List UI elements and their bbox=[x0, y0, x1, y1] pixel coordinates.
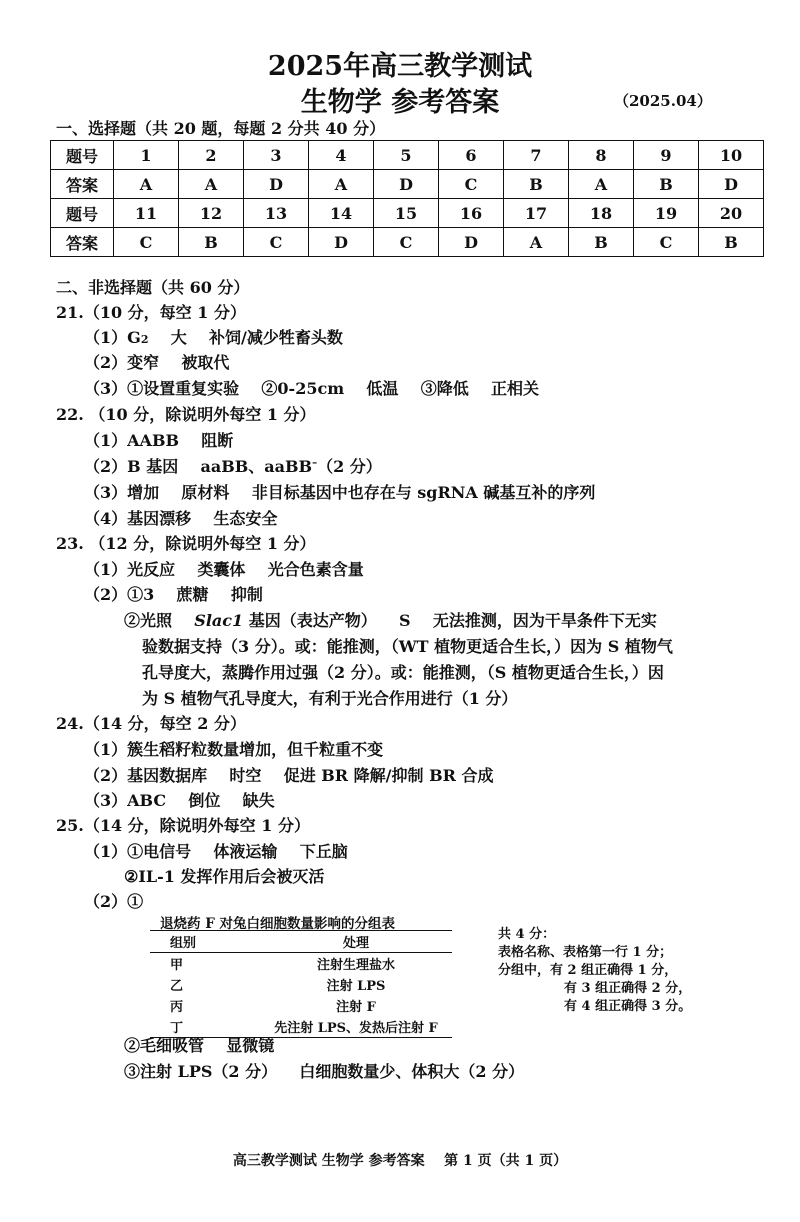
q22-line2-sup: – bbox=[312, 457, 318, 469]
q23-line3-post: 基因（表达产物） S 无法推测，因为干旱条件下无实 bbox=[243, 611, 657, 630]
answer-cell: B bbox=[504, 170, 569, 199]
scoring-note-line: 共 4 分： bbox=[498, 927, 556, 942]
answer-cell: A bbox=[114, 170, 179, 199]
group-table bbox=[150, 930, 452, 1038]
answer-cell: D bbox=[244, 170, 309, 199]
q23-line4: 验数据支持（3 分）。或：能推测，（WT 植物更适合生长，）因为 S 植物气 bbox=[142, 637, 673, 656]
row-label: 答案 bbox=[51, 170, 114, 199]
q21-line1-sub: 2 bbox=[140, 333, 149, 346]
page-subtitle: 生物学 参考答案 bbox=[300, 87, 500, 118]
answer-cell: A bbox=[504, 228, 569, 257]
question-number: 14 bbox=[309, 199, 374, 228]
q23-line2: （2）①3 蔗糖 抑制 bbox=[84, 585, 263, 604]
q25-line5: ③注射 LPS（2 分） 白细胞数量少、体积大（2 分） bbox=[124, 1062, 525, 1081]
q25-line4: ②毛细吸管 显微镜 bbox=[124, 1036, 275, 1055]
col-group-header: 组别 bbox=[150, 931, 260, 953]
treat-cell: 注射 LPS bbox=[326, 979, 386, 994]
answer-cell: A bbox=[309, 170, 374, 199]
question-number: 19 bbox=[634, 199, 699, 228]
table-row bbox=[150, 995, 452, 1016]
answer-cell: B bbox=[179, 228, 244, 257]
treat-cell: 先注射 LPS、发热后注射 F bbox=[260, 1016, 452, 1038]
table-row bbox=[150, 953, 452, 975]
answer-cell: A bbox=[179, 170, 244, 199]
row-label: 答案 bbox=[51, 228, 114, 257]
scoring-note-line: 有 4 组正确得 3 分。 bbox=[564, 999, 692, 1014]
page-footer: 高三教学测试 生物学 参考答案 第 1 页（共 1 页） bbox=[232, 1153, 568, 1169]
question-number: 1 bbox=[114, 141, 179, 170]
answer-cell: B bbox=[634, 170, 699, 199]
q25-line1: （1）①电信号 体液运输 下丘脑 bbox=[84, 842, 348, 861]
q24-heading: 24.（14 分，每空 2 分） bbox=[56, 714, 246, 733]
q22-line3: （3）增加 原材料 非目标基因中也存在与 sgRNA 碱基互补的序列 bbox=[84, 483, 596, 502]
q21-line2: （2）变窄 被取代 bbox=[84, 353, 230, 372]
table-row bbox=[51, 199, 764, 228]
question-number: 9 bbox=[634, 141, 699, 170]
treat-cell: 注射 F bbox=[336, 1000, 376, 1015]
answer-cell: D bbox=[309, 228, 374, 257]
q22-line2 bbox=[84, 454, 382, 477]
exam-date: （2025.04） bbox=[614, 92, 712, 110]
answer-cell: D bbox=[699, 170, 764, 199]
question-number: 10 bbox=[699, 141, 764, 170]
q23-gene-name: Slac1 bbox=[194, 611, 244, 630]
scoring-note bbox=[498, 926, 691, 1016]
q22-heading: 22. （10 分，除说明外每空 1 分） bbox=[56, 405, 316, 424]
page-title: 2025年高三教学测试 bbox=[267, 51, 533, 82]
q23-line3-pre: ②光照 bbox=[124, 611, 195, 630]
question-number: 16 bbox=[439, 199, 504, 228]
answer-cell: A bbox=[569, 170, 634, 199]
q21-line3: （3）①设置重复实验 ②0-25cm 低温 ③降低 正相关 bbox=[84, 379, 539, 398]
group-cell: 乙 bbox=[170, 979, 184, 994]
q25-line3: （2）① bbox=[84, 892, 144, 911]
row-label: 题号 bbox=[51, 141, 114, 170]
table-row bbox=[51, 141, 764, 170]
answer-cell: C bbox=[634, 228, 699, 257]
q21-line1-post: 大 补饲/减少牲畜头数 bbox=[148, 328, 343, 347]
q23-line3 bbox=[124, 608, 657, 631]
q23-line5: 孔导度大，蒸腾作用过强（2 分）。或：能推测，（S 植物更适合生长，）因 bbox=[142, 663, 664, 682]
question-number: 18 bbox=[569, 199, 634, 228]
q21-line1-pre: （1）G bbox=[84, 328, 141, 347]
table-header-row bbox=[150, 931, 452, 953]
q24-line3: （3）ABC 倒位 缺失 bbox=[84, 791, 275, 810]
scoring-note-line: 有 3 组正确得 2 分， bbox=[564, 981, 692, 996]
scoring-note-line: 表格名称、表格第一行 1 分； bbox=[498, 945, 673, 960]
q21-heading: 21.（10 分，每空 1 分） bbox=[56, 303, 246, 322]
treat-cell: 注射生理盐水 bbox=[316, 958, 395, 973]
question-number: 6 bbox=[439, 141, 504, 170]
question-number: 8 bbox=[569, 141, 634, 170]
table-row bbox=[51, 228, 764, 257]
question-number: 2 bbox=[179, 141, 244, 170]
answer-cell: B bbox=[699, 228, 764, 257]
q24-line1: （1）簇生稻籽粒数量增加，但千粒重不变 bbox=[84, 740, 384, 759]
question-number: 13 bbox=[244, 199, 309, 228]
question-number: 12 bbox=[179, 199, 244, 228]
answer-cell: C bbox=[374, 228, 439, 257]
group-cell: 甲 bbox=[170, 958, 184, 973]
group-cell: 丁 bbox=[150, 1016, 260, 1038]
col-treat-header: 处理 bbox=[260, 931, 452, 953]
q23-heading: 23. （12 分，除说明外每空 1 分） bbox=[56, 534, 316, 553]
q24-line2: （2）基因数据库 时空 促进 BR 降解/抑制 BR 合成 bbox=[84, 766, 494, 785]
question-number: 20 bbox=[699, 199, 764, 228]
question-number: 15 bbox=[374, 199, 439, 228]
q23-line6: 为 S 植物气孔导度大，有利于光合作用进行（1 分） bbox=[142, 689, 518, 708]
group-table-title: 退烧药 F 对兔白细胞数量影响的分组表 bbox=[160, 916, 395, 932]
question-number: 3 bbox=[244, 141, 309, 170]
q25-heading: 25.（14 分，除说明外每空 1 分） bbox=[56, 816, 310, 835]
question-number: 17 bbox=[504, 199, 569, 228]
q22-line1: （1）AABB 阻断 bbox=[84, 431, 234, 450]
scoring-note-line: 分组中，有 2 组正确得 1 分， bbox=[498, 963, 678, 978]
answer-cell: C bbox=[439, 170, 504, 199]
question-number: 4 bbox=[309, 141, 374, 170]
q22-line4: （4）基因漂移 生态安全 bbox=[84, 509, 278, 528]
section2-heading: 二、非选择题（共 60 分） bbox=[56, 278, 250, 297]
group-cell: 丙 bbox=[170, 1000, 184, 1015]
answer-table bbox=[50, 140, 764, 257]
table-row bbox=[150, 974, 452, 995]
answer-cell: C bbox=[114, 228, 179, 257]
answer-cell: D bbox=[374, 170, 439, 199]
row-label: 题号 bbox=[51, 199, 114, 228]
answer-cell: C bbox=[244, 228, 309, 257]
q23-line1: （1）光反应 类囊体 光合色素含量 bbox=[84, 560, 364, 579]
q22-line2-post: （2 分） bbox=[317, 457, 382, 476]
q25-line2: ②IL-1 发挥作用后会被灭活 bbox=[124, 867, 325, 886]
question-number: 5 bbox=[374, 141, 439, 170]
section1-heading: 一、选择题（共 20 题，每题 2 分共 40 分） bbox=[56, 119, 386, 138]
q22-line2-pre: （2）B 基因 aaBB、aaBB bbox=[84, 457, 313, 476]
answer-cell: D bbox=[439, 228, 504, 257]
answer-cell: B bbox=[569, 228, 634, 257]
q21-line1 bbox=[84, 325, 343, 348]
question-number: 11 bbox=[114, 199, 179, 228]
question-number: 7 bbox=[504, 141, 569, 170]
table-row bbox=[51, 170, 764, 199]
